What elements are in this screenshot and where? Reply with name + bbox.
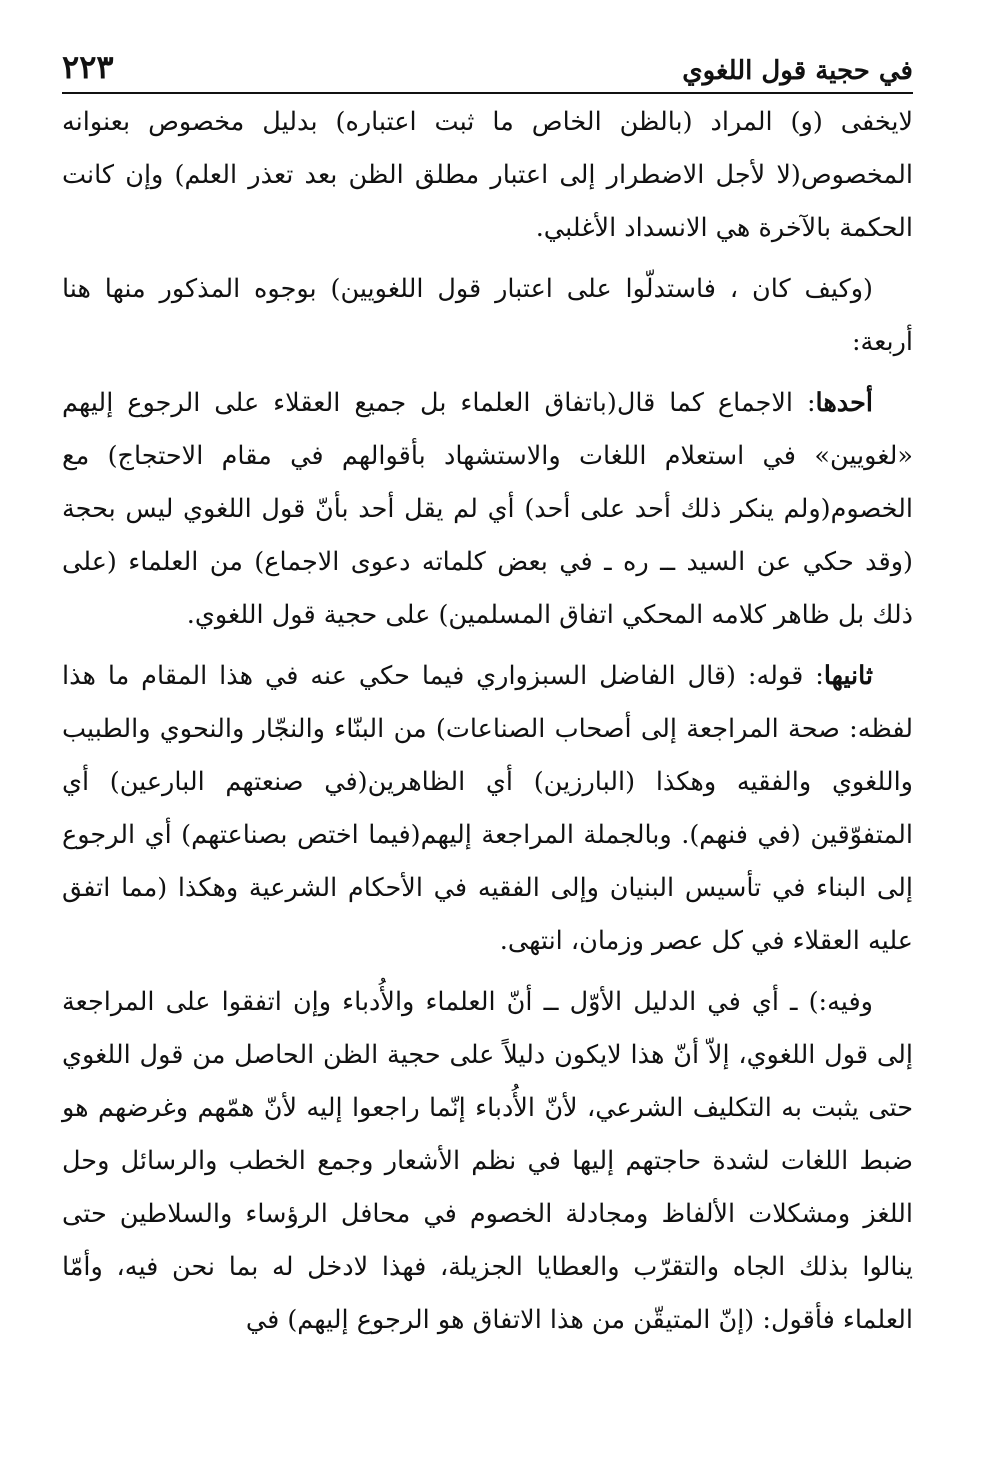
paragraph-text: لايخفى (و) المراد (بالظن الخاص ما ثبت اعتباره) بدليل مخصوص بعنوانه المخصوص(لا لأجل الاضطرار إلى اعتبار مطلق الظن بعد تعذر العلم) وإن كانت الحكمة بالآخرة هي الانسداد الأغلبي. (62, 107, 913, 243)
paragraph-4 (62, 650, 913, 968)
page-number: ٢٢٣ (62, 48, 114, 86)
paragraph-text: : قوله: (قال الفاضل السبزواري فيما حكي عنه في هذا المقام ما هذا لفظه: صحة المراجعة إلى أصحاب الصناعات) من البنّاء والنجّار والنحوي والطبيب واللغوي والفقيه وهكذا (البارزين) أي الظاهرين(في صنعتهم البارعين) أي المتفوّقين (في فنهم). وبالجملة المراجعة إليهم(فيما اختص بصناعتهم) أي الرجوع إلى البناء في تأسيس البنيان وإلى الفقيه في الأحكام الشرعية وهكذا (مما اتفق عليه العقلاء في كل عصر وزمان، انتهى. (62, 661, 913, 956)
page-header (62, 28, 913, 94)
paragraph-3 (62, 377, 913, 642)
paragraph-2 (62, 263, 913, 369)
running-title: في حجية قول اللغوي (682, 56, 913, 86)
paragraph-5 (62, 976, 913, 1347)
paragraph-text: وفيه:) ـ أي في الدليل الأوّل ــ أنّ العلماء والأُدباء وإن اتفقوا على المراجعة إلى قول اللغوي، إلاّ أنّ هذا لايكون دليلاً على حجية الظن الحاصل من قول اللغوي حتى يثبت به التكليف الشرعي، لأنّ الأُدباء إنّما راجعوا إليه لأنّ همّهم وغرضهم هو ضبط اللغات لشدة حاجتهم إليها في نظم الأشعار وجمع الخطب والرسائل وحل اللغز ومشكلات الألفاظ ومجادلة الخصوم في محافل الرؤساء والسلاطين حتى ينالوا بذلك الجاه والتقرّب والعطايا الجزيلة، فهذا لادخل له بما نحن فيه، وأمّا العلماء فأقول: (إنّ المتيقّن من هذا الاتفاق هو الرجوع إليهم) في (62, 987, 913, 1335)
paragraph-1 (62, 96, 913, 255)
paragraph-lead: أحدها (815, 388, 873, 418)
paragraph-text: (وكيف كان ، فاستدلّوا على اعتبار قول اللغويين) بوجوه المذكور منها هنا أربعة: (62, 274, 913, 357)
paragraph-text: : الاجماع كما قال(باتفاق العلماء بل جميع العقلاء على الرجوع إليهم «لغويين» في استعلام اللغات والاستشهاد بأقوالهم في مقام الاحتجاج) مع الخصوم(ولم ينكر ذلك أحد على أحد) أي لم يقل أحد بأنّ قول اللغوي ليس بحجة (وقد حكي عن السيد ــ ره ـ في بعض كلماته دعوى الاجماع) من العلماء (على ذلك بل ظاهر كلامه المحكي اتفاق المسلمين) على حجية قول اللغوي. (62, 388, 913, 630)
paragraph-lead: ثانيها (823, 661, 873, 691)
body-text (62, 96, 913, 1355)
